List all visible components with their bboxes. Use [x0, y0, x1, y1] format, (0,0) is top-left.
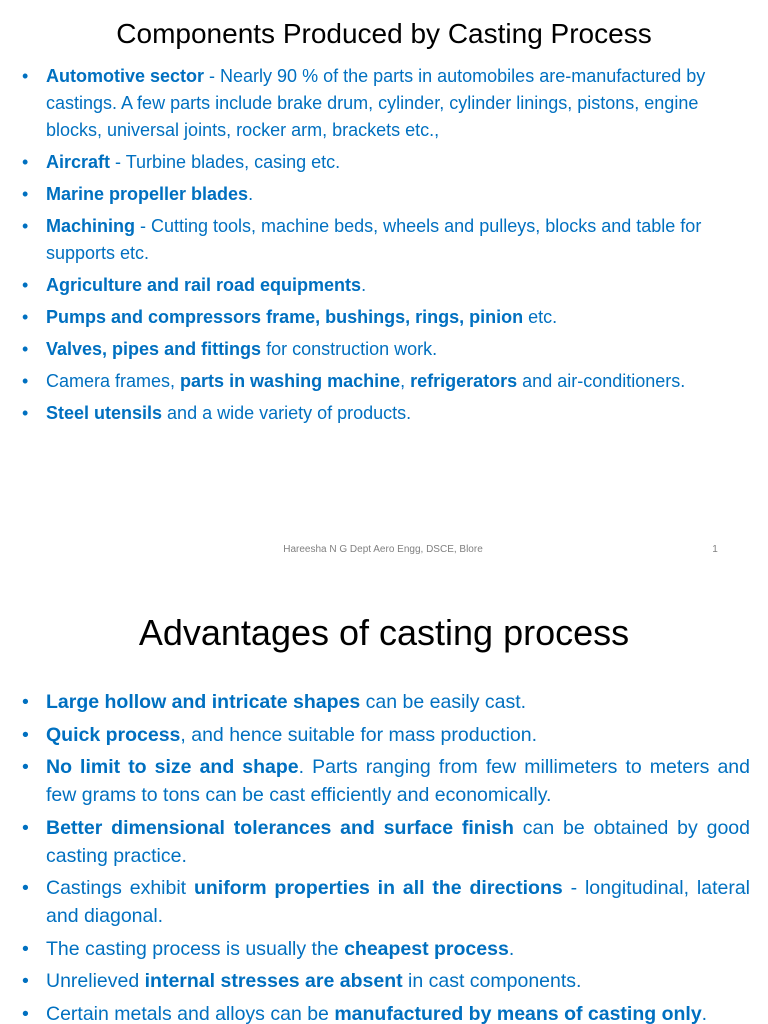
text-run: .: [361, 275, 367, 295]
text-run: for construction work.: [261, 339, 438, 359]
text-run: etc.: [523, 307, 558, 327]
text-run: can be easily cast.: [360, 691, 527, 713]
slide-title: Components Produced by Casting Process: [116, 18, 652, 49]
text-run: - longitudinal, lateral and diagonal.: [46, 877, 751, 927]
text-run: in cast components.: [402, 970, 582, 992]
bold-text-run: refrigerators: [410, 371, 518, 391]
bullet-icon: •: [22, 216, 29, 236]
bullet-item: [20, 181, 755, 208]
text-run: ,: [400, 371, 411, 391]
bullet-item: [20, 753, 750, 809]
bullet-item: [20, 63, 755, 144]
bullet-icon: •: [22, 307, 29, 327]
bullet-item: [20, 935, 750, 963]
bold-text-run: manufactured by means of casting only: [334, 1002, 702, 1024]
text-run: Certain metals and alloys can be: [46, 1002, 335, 1024]
text-run: .: [508, 937, 515, 960]
bullet-icon: •: [22, 1002, 29, 1024]
bullet-item: [20, 149, 755, 176]
bullet-icon: •: [22, 756, 29, 778]
bullet-icon: •: [22, 691, 29, 713]
text-run: Camera frames,: [46, 371, 181, 391]
bold-text-run: No limit to size and shape: [46, 756, 299, 778]
bullet-icon: •: [22, 723, 29, 746]
bullet-icon: •: [22, 371, 29, 391]
bullet-icon: •: [22, 275, 29, 295]
slide-2: [0, 582, 768, 1024]
bullet-item: [20, 721, 750, 749]
text-run: and air-conditioners.: [517, 371, 686, 391]
bullet-icon: •: [22, 403, 29, 423]
bullet-item: [20, 688, 750, 716]
bullet-item: [20, 304, 755, 331]
bold-text-run: uniform properties in all the directions: [193, 877, 563, 899]
bullet-icon: •: [22, 152, 29, 172]
bullet-icon: •: [22, 877, 29, 899]
bold-text-run: internal stresses are absent: [144, 970, 403, 992]
text-run: .: [701, 1002, 708, 1024]
bullet-icon: •: [22, 816, 29, 839]
bold-text-run: parts in washing machine: [180, 371, 401, 391]
bullet-item: [20, 368, 755, 395]
text-run: , and hence suitable for mass production.: [180, 723, 538, 746]
text-run: and a wide variety of products.: [162, 403, 412, 423]
bold-text-run: Machining: [46, 216, 135, 236]
page-number: 1: [712, 544, 718, 555]
text-run: - Cutting tools, machine beds, wheels and pulleys, blocks and table for supports etc.: [46, 216, 702, 263]
bold-text-run: Automotive sector: [46, 66, 205, 86]
bullet-item: [20, 336, 755, 363]
bullet-icon: •: [22, 66, 29, 86]
bold-text-run: Marine propeller blades: [46, 184, 249, 204]
bold-text-run: cheapest process: [344, 937, 509, 960]
bullet-item: [20, 1000, 750, 1024]
bold-text-run: Large hollow and intricate shapes: [46, 691, 361, 713]
bullet-item: [20, 213, 755, 267]
slide-divider: [0, 572, 768, 582]
bold-text-run: Steel utensils: [46, 403, 163, 423]
bold-text-run: Agriculture and rail road equipments: [46, 275, 362, 295]
bullet-list: [20, 63, 755, 432]
text-run: - Turbine blades, casing etc.: [110, 152, 341, 172]
bold-text-run: Aircraft: [46, 152, 111, 172]
bullet-icon: •: [22, 184, 29, 204]
text-run: The casting process is usually the: [46, 937, 345, 960]
text-run: . Parts ranging from few millimeters to meters and few grams to tons can be cast efficiently and economically.: [46, 756, 750, 806]
bold-text-run: Valves, pipes and fittings: [46, 339, 262, 359]
slide-footer: Hareesha N G Dept Aero Engg, DSCE, Blore: [283, 544, 483, 555]
bullet-icon: •: [22, 970, 29, 992]
text-run: - Nearly 90 % of the parts in automobiles are-manufactured by castings. A few parts include brake drum, cylinder, cylinder linings, pistons, engine blocks, universal joints, rocker arm, brackets etc.,: [46, 66, 706, 140]
text-run: Unrelieved: [46, 970, 145, 992]
bold-text-run: Better dimensional tolerances and surface finish: [46, 816, 514, 839]
bold-text-run: Quick process: [46, 723, 181, 746]
bullet-item: [20, 874, 750, 930]
slide-title: Advantages of casting process: [138, 612, 630, 653]
text-run: Castings exhibit: [46, 877, 194, 899]
text-run: .: [248, 184, 254, 204]
bullet-item: [20, 272, 755, 299]
bullet-list: [20, 688, 750, 1024]
bold-text-run: Pumps and compressors frame, bushings, rings, pinion: [46, 307, 524, 327]
bullet-item: [20, 814, 750, 870]
text-run: can be obtained by good casting practice.: [46, 816, 750, 867]
bullet-icon: •: [22, 339, 29, 359]
bullet-icon: •: [22, 937, 29, 960]
bullet-item: [20, 400, 755, 427]
bullet-item: [20, 967, 750, 995]
